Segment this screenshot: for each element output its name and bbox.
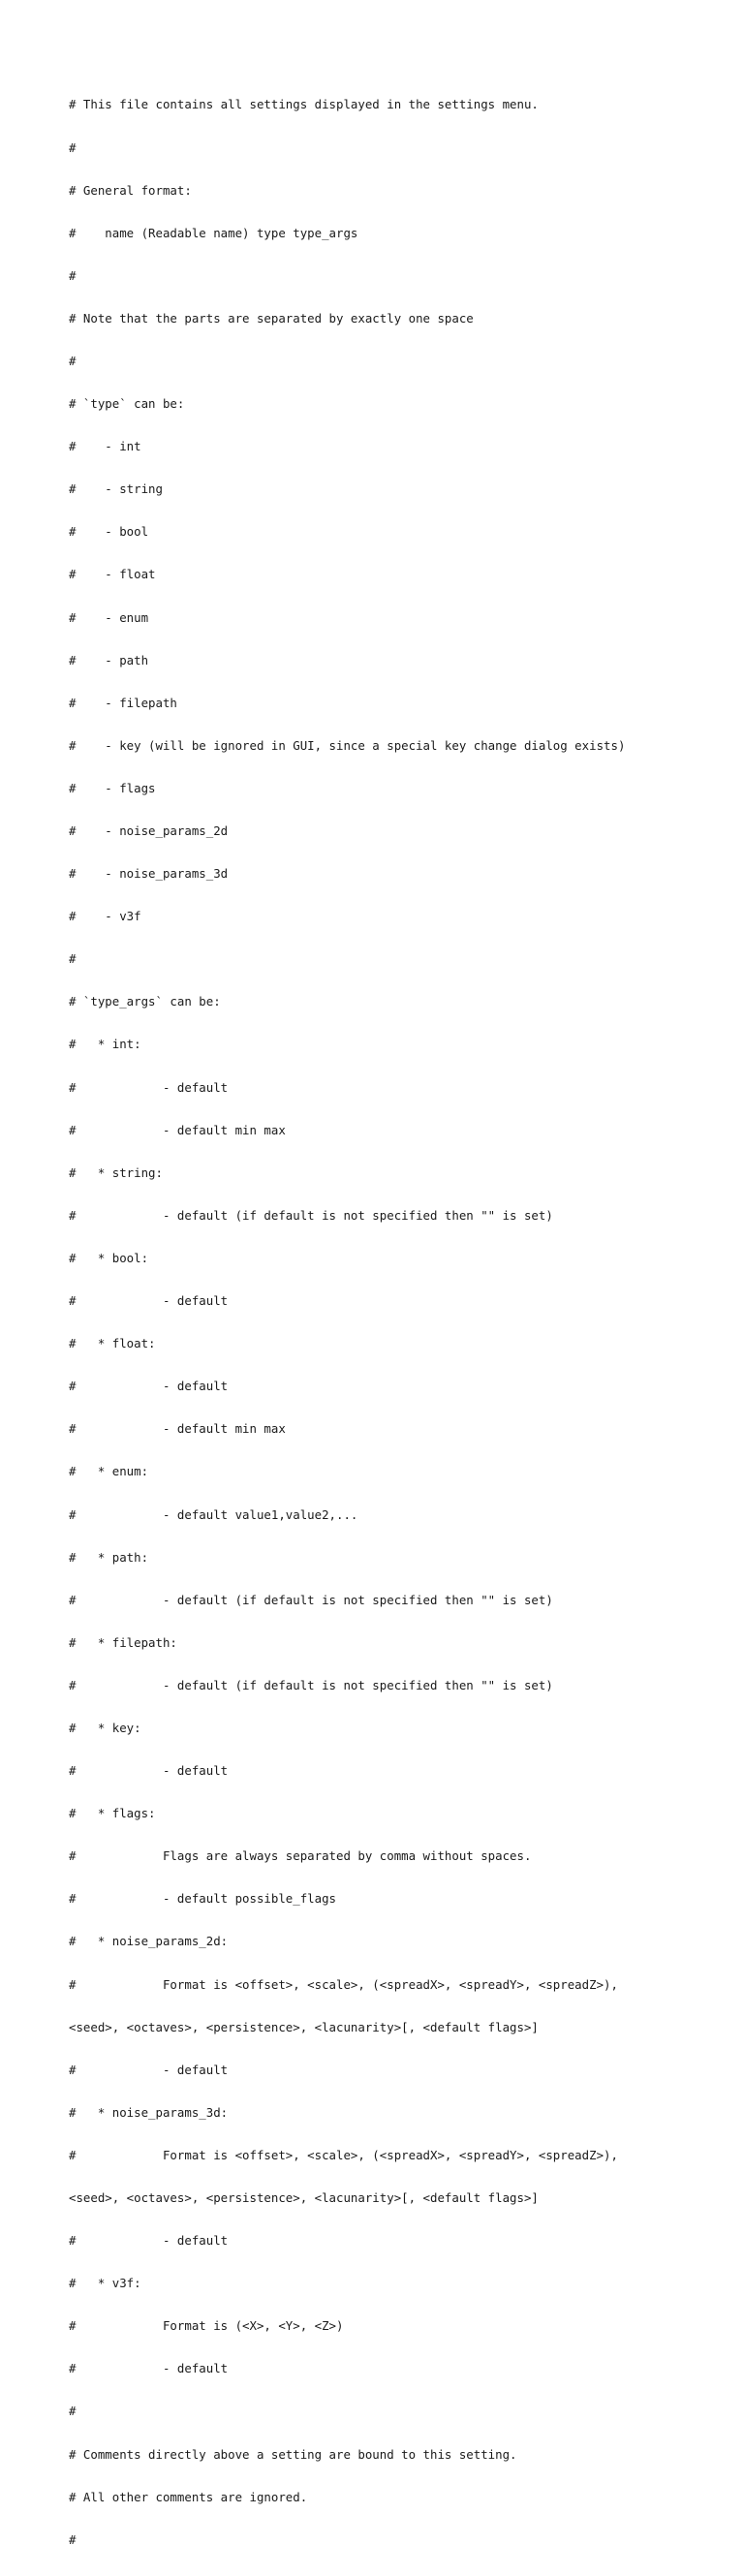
text-line: # - int <box>69 439 141 454</box>
text-line: # General format: <box>69 182 192 198</box>
text-line: # `type` can be: <box>69 396 185 412</box>
settings-file-text <box>69 70 728 2576</box>
text-line: # Comments directly above a setting are bound to this setting. <box>69 2446 517 2462</box>
text-line: # Format is <offset>, <scale>, (<spreadX>, <spreadY>, <spreadZ>), <box>69 1976 618 1992</box>
text-line: # name (Readable name) type type_args <box>69 225 358 240</box>
text-line: # * v3f: <box>69 2276 141 2291</box>
text-line: # * key: <box>69 1720 141 1735</box>
text-line: # - noise_params_2d <box>69 823 229 838</box>
text-line: # * noise_params_2d: <box>69 1934 229 1949</box>
text-line: # - default (if default is not specified then "" is set) <box>69 1207 553 1223</box>
text-line: # - default (if default is not specified then "" is set) <box>69 1677 553 1692</box>
text-line: # * bool: <box>69 1250 149 1265</box>
text-line: # <box>69 2531 77 2547</box>
text-line: # * float: <box>69 1336 156 1351</box>
text-line: # - noise_params_3d <box>69 866 229 882</box>
text-line: # - default <box>69 2233 229 2249</box>
text-line: # - default min max <box>69 1421 286 1437</box>
text-line: # - float <box>69 567 156 582</box>
text-line: # <box>69 2404 77 2419</box>
text-line: # * enum: <box>69 1464 149 1479</box>
text-line: # <box>69 353 77 368</box>
text-line: # * filepath: <box>69 1634 177 1650</box>
text-line: # - default <box>69 2361 229 2376</box>
text-line: # * int: <box>69 1037 141 1052</box>
text-line: # - default <box>69 1379 229 1394</box>
text-line: # - key (will be ignored in GUI, since a special key change dialog exists) <box>69 737 626 753</box>
text-line: # - default <box>69 1763 229 1779</box>
text-line: # Note that the parts are separated by exactly one space <box>69 310 474 326</box>
text-line: # Flags are always separated by comma without spaces. <box>69 1848 532 1864</box>
text-line: <seed>, <octaves>, <persistence>, <lacunarity>[, <default flags>] <box>69 2019 539 2034</box>
text-line: # <box>69 267 77 283</box>
text-line: # - default min max <box>69 1122 286 1137</box>
text-line: # Format is (<X>, <Y>, <Z>) <box>69 2318 344 2334</box>
text-line: # - enum <box>69 609 149 625</box>
text-line: # - default possible_flags <box>69 1891 337 1907</box>
text-line: # - string <box>69 481 163 497</box>
text-line: # - flags <box>69 780 156 795</box>
text-line: # - bool <box>69 524 149 540</box>
text-line: # `type_args` can be: <box>69 994 221 1009</box>
text-line: # - default <box>69 1079 229 1095</box>
text-line: # * flags: <box>69 1806 156 1821</box>
text-line: # - default <box>69 2062 229 2077</box>
text-line: # - filepath <box>69 695 177 710</box>
text-line: # - v3f <box>69 909 141 924</box>
text-line: # All other comments are ignored. <box>69 2489 308 2504</box>
text-line: # - default (if default is not specified then "" is set) <box>69 1592 553 1607</box>
text-line: <seed>, <octaves>, <persistence>, <lacunarity>[, <default flags>] <box>69 2190 539 2205</box>
text-line: # - path <box>69 652 149 667</box>
text-line: # - default value1,value2,... <box>69 1506 358 1522</box>
text-line: # This file contains all settings displayed in the settings menu. <box>69 97 539 112</box>
text-line: # * path: <box>69 1549 149 1565</box>
text-line: # <box>69 951 77 967</box>
text-line: # <box>69 140 77 155</box>
text-line: # * string: <box>69 1164 163 1180</box>
text-line: # - default <box>69 1293 229 1309</box>
text-line: # * noise_params_3d: <box>69 2104 229 2120</box>
text-line: # Format is <offset>, <scale>, (<spreadX>, <spreadY>, <spreadZ>), <box>69 2147 618 2162</box>
